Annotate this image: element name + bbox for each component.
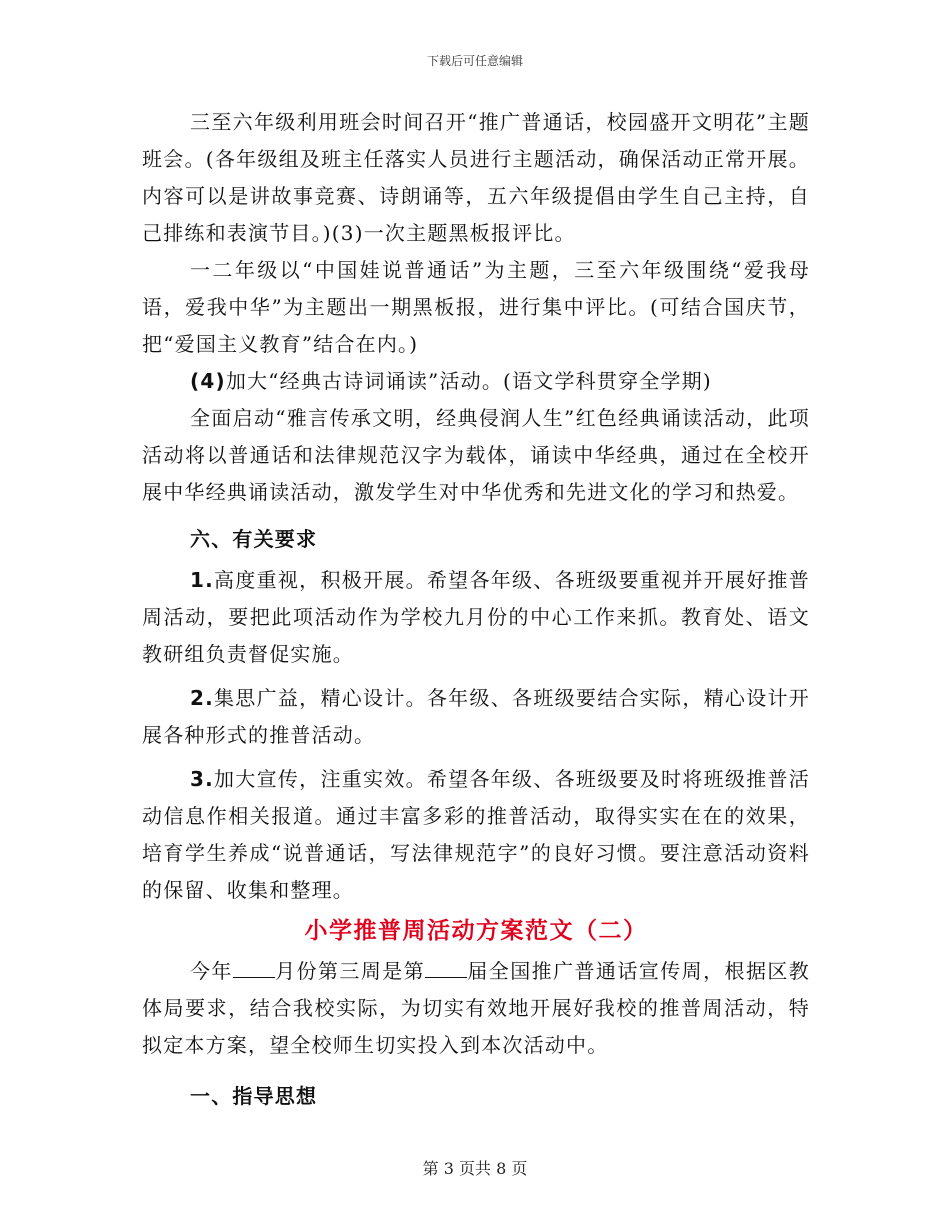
paragraph-intro [142,953,810,1064]
paragraph-text: 加大“经典古诗词诵读”活动。(语文学科贯穿全学期) [225,369,712,393]
blank-line [425,959,467,978]
paragraph-class-meeting: 三至六年级利用班会时间召开“推广普通话，校园盛开文明花”主题班会。(各年级组及班主任落实人员进行主题活动，确保活动正常开展。内容可以是讲故事竞赛、诗朗诵等，五六年级提倡由学生自己主持，自己排练和表演节目。)(3)一次主题黑板报评比。 [142,110,810,245]
page-footer-number: 第 3 页共 8 页 [422,1159,528,1178]
section-heading-requirements: 六、有关要求 [190,527,318,551]
requirement-item-2 [142,680,810,754]
section-heading-guiding-ideology: 一、指导思想 [190,1084,318,1108]
blank-line [233,959,275,978]
item-number: 3. [190,767,214,791]
document-body [142,104,810,1115]
page-header-note: 下载后可任意编辑 [426,54,523,68]
item-number: (4) [190,369,226,393]
intro-part-a: 今年 [190,959,233,983]
item-number: 1. [190,568,214,592]
document-title: 小学推普周活动方案范文（二） [304,918,648,944]
requirement-text: 集思广益，精心设计。各年级、各班级要结合实际，精心设计开展各种形式的推普活动。 [142,686,810,747]
item-number: 2. [190,686,214,710]
intro-part-b: 月份第三周是第 [274,959,426,983]
paragraph-red-classics: 全面启动“雅言传承文明，经典侵润人生”红色经典诵读活动，此项活动将以普通话和法律规范汉字为载体，诵读中华经典，通过在全校开展中华经典诵读活动，激发学生对中华优秀和先进文化的学习和热爱。 [142,406,810,504]
requirement-item-3 [142,761,810,909]
intro-part-c: 届全国推广普通话宣传周，根据区教体局要求，结合我校实际，为切实有效地开展好我校的推普周活动，特拟定本方案，望全校师生切实投入到本次活动中。 [142,959,811,1057]
requirement-text: 高度重视，积极开展。希望各年级、各班级要重视并开展好推普周活动，要把此项活动作为学校九月份的中心工作来抓。教育处、语文教研组负责督促实施。 [142,568,810,666]
paragraph-classic-reading [142,363,810,400]
requirement-text: 加大宣传，注重实效。希望各年级、各班级要及时将班级推普活动信息作相关报道。通过丰富多彩的推普活动，取得实实在在的效果，培育学生养成“说普通话，写法律规范字”的良好习惯。要注意活动资料的保留、收集和整理。 [142,767,810,902]
paragraph-blackboard: 一二年级以“中国娃说普通话”为主题，三至六年级围绕“爱我母语，爱我中华”为主题出一期黑板报，进行集中评比。(可结合国庆节，把“爱国主义教育”结合在内。) [142,258,810,356]
requirement-item-1 [142,562,810,673]
